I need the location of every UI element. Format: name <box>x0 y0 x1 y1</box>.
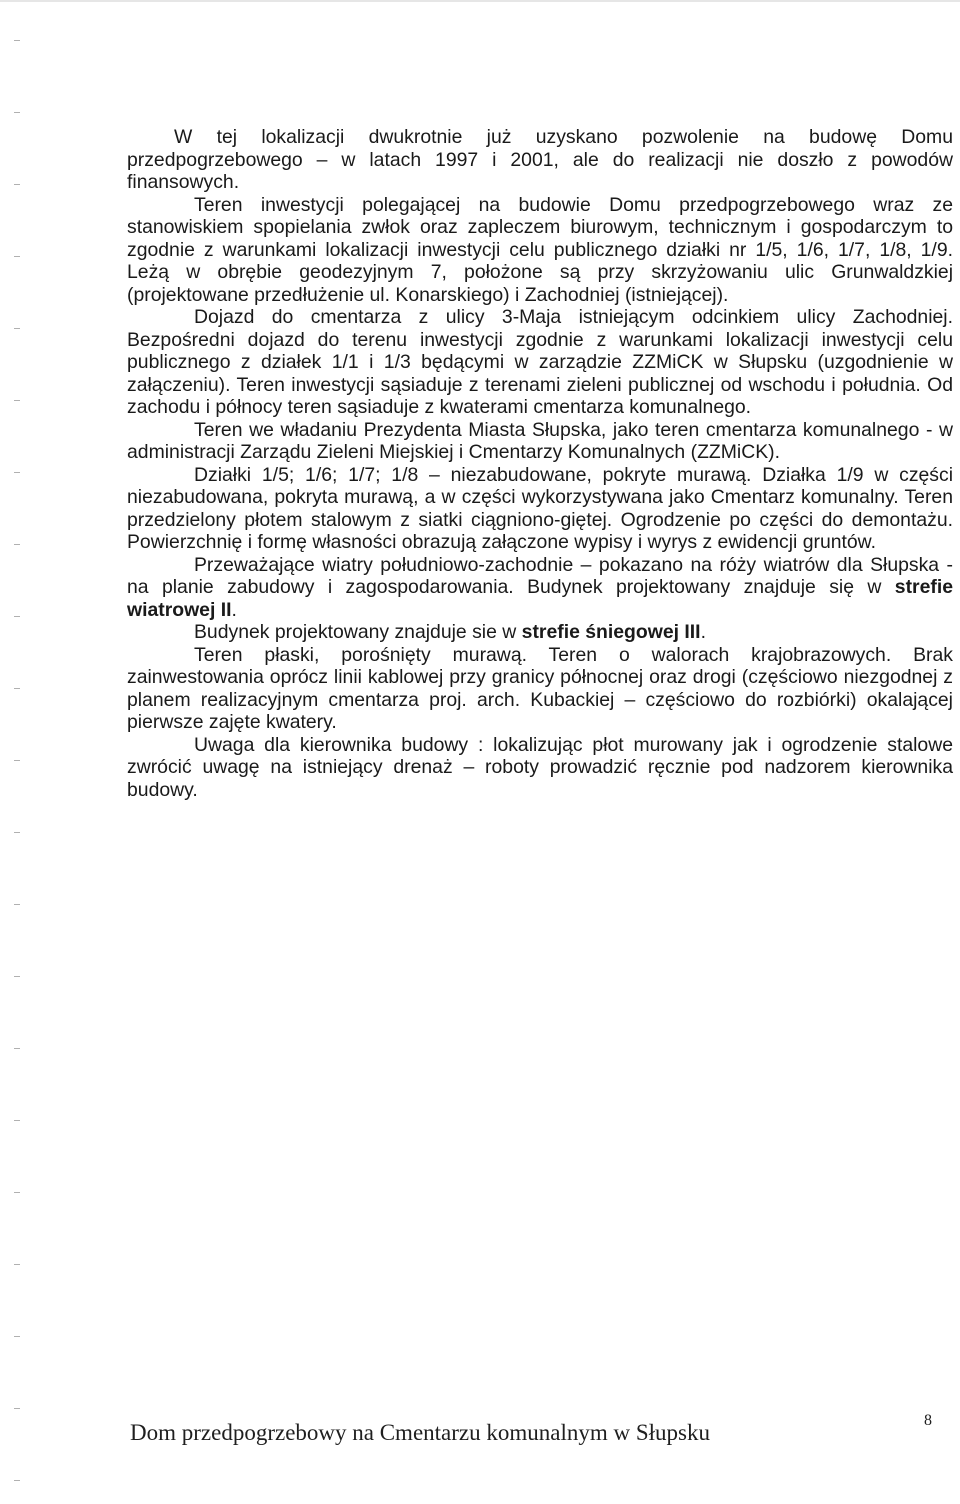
margin-tick <box>14 616 20 617</box>
text-run: Teren we władaniu Prezydenta Miasta Słupska, jako teren cmentarza komunalnego - w administracji Zarządu Zieleni Miejskiej i Cmentarzy Komunalnych (ZZMiCK). <box>127 418 953 463</box>
paragraph <box>127 554 953 622</box>
bold-text-run: strefie śniegowej III <box>521 621 701 643</box>
top-border-line <box>0 0 960 2</box>
text-run: Teren płaski, porośnięty murawą. Teren o walorach krajobrazowych. Brak zainwestowania oprócz linii kablowej przy granicy północnej oraz drogi (częściowo niezgodnej z planem realizacyjnym cmentarza proj. arch. Kubackiej – częściowo do rozbiórki) okalającej pierwsze zajęte kwatery. <box>127 643 953 733</box>
margin-tick <box>14 112 20 113</box>
scan-margin-marks <box>14 0 24 1504</box>
margin-tick <box>14 328 20 329</box>
text-run: Dojazd do cmentarza z ulicy 3-Maja istniejącym odcinkiem ulicy Zachodniej. Bezpośredni dojazd do terenu inwestycji zgodnie z warunkami lokalizacji inwestycji celu publicznego z działek 1/1 i 1/3 będącymi w zarządzie ZZMiCK w Słupsku (uzgodnienie w załączeniu). Teren inwestycji sąsiaduje z terenami zieleni publicznej od wschodu i południa. Od zachodu i północy teren sąsiaduje z kwaterami cmentarza komunalnego. <box>127 306 953 418</box>
margin-tick <box>14 1408 20 1409</box>
paragraph <box>127 464 953 554</box>
text-run: . <box>700 621 706 643</box>
margin-tick <box>14 1336 20 1337</box>
paragraph <box>127 126 953 194</box>
page-number: 8 <box>924 1412 932 1429</box>
text-run: Budynek projektowany znajduje sie w <box>194 621 522 643</box>
paragraph <box>127 644 953 734</box>
page-footer-title: Dom przedpogrzebowy na Cmentarzu komunalnym w Słupsku <box>130 1420 710 1445</box>
margin-tick <box>14 760 20 761</box>
margin-tick <box>14 976 20 977</box>
margin-tick <box>14 1120 20 1121</box>
document-body <box>127 126 953 801</box>
text-run: . <box>231 598 237 621</box>
margin-tick <box>14 688 20 689</box>
paragraph <box>127 194 953 307</box>
margin-tick <box>14 832 20 833</box>
paragraph <box>127 419 953 464</box>
margin-tick <box>14 1480 20 1481</box>
margin-tick <box>14 400 20 401</box>
margin-tick <box>14 40 20 41</box>
text-run: Uwaga dla kierownika budowy : lokalizując płot murowany jak i ogrodzenie stalowe zwrócić uwagę na istniejący drenaż – roboty prowadzić ręcznie pod nadzorem kierownika budowy. <box>127 733 953 801</box>
paragraph <box>127 621 953 644</box>
margin-tick <box>14 256 20 257</box>
paragraph <box>127 734 953 802</box>
text-run: Działki 1/5; 1/6; 1/7; 1/8 – niezabudowane, pokryte murawą. Działka 1/9 w części niezabudowana, pokryta murawą, a w części wykorzystywana jako Cmentarz komunalny. Teren przedzielony płotem stalowym z siatki ciągniono-giętej. Ogrodzenie po części do demontażu. Powierzchnię i formę własności obrazują załączone wypisy i wyrys z ewidencji gruntów. <box>127 463 953 553</box>
text-run: Teren inwestycji polegającej na budowie Domu przedpogrzebowego wraz ze stanowiskiem spopielania zwłok oraz zapleczem biurowym, technicznym i gospodarczym to zgodnie z warunkami lokalizacji inwestycji celu publicznego działki nr 1/5, 1/6, 1/7, 1/8, 1/9. Leżą w obrębie geodezyjnym 7, położone są przy skrzyżowaniu ulic Grunwaldzkiej (projektowane przedłużenie ul. Konarskiego) i Zachodniej (istniejącej). <box>127 193 953 306</box>
text-run: W tej lokalizacji dwukrotnie już uzyskano pozwolenie na budowę Domu przedpogrzebowego – w latach 1997 i 2001, ale do realizacji nie doszło z powodów finansowych. <box>127 126 953 193</box>
paragraph <box>127 306 953 419</box>
margin-tick <box>14 184 20 185</box>
margin-tick <box>14 544 20 545</box>
margin-tick <box>14 1264 20 1265</box>
margin-tick <box>14 1192 20 1193</box>
margin-tick <box>14 1048 20 1049</box>
bold-text-run: strefie wiatrowej II <box>127 576 953 621</box>
margin-tick <box>14 904 20 905</box>
margin-tick <box>14 472 20 473</box>
text-run: Przeważające wiatry południowo-zachodnie – pokazano na róży wiatrów dla Słupska - na planie zabudowy i zagospodarowania. Budynek projektowany znajduje się w <box>127 553 953 598</box>
